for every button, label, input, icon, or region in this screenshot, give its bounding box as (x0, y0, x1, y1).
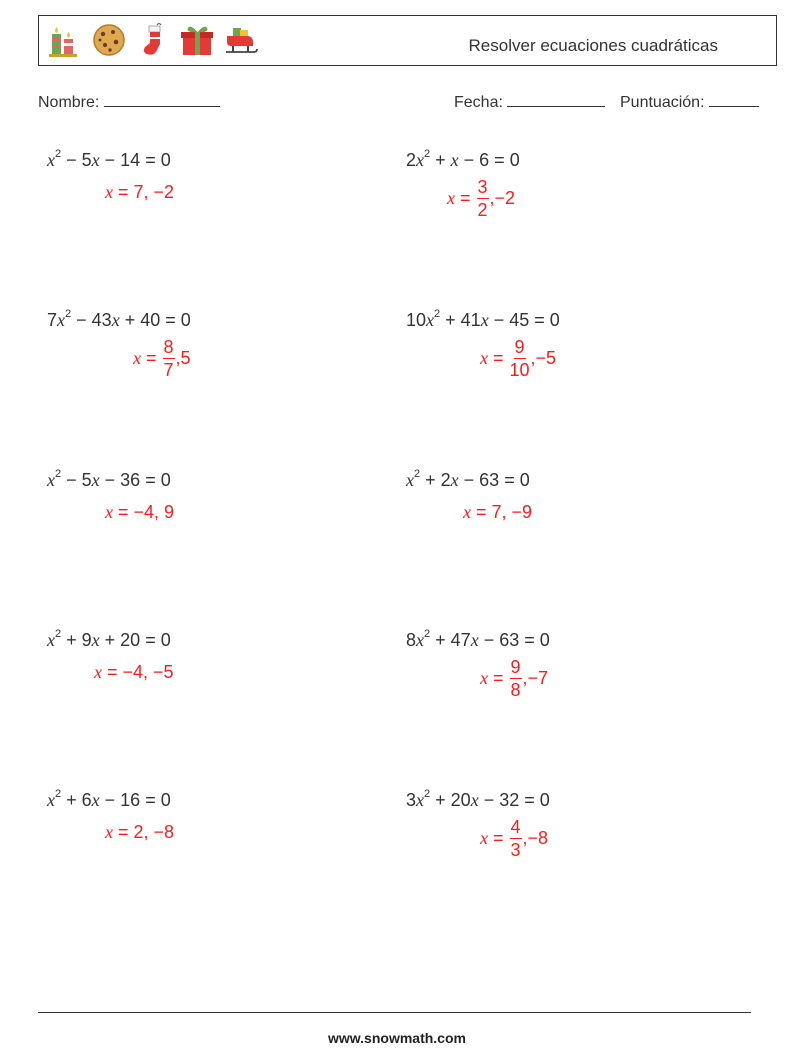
score-blank[interactable] (709, 92, 759, 107)
problem-2 (406, 150, 726, 240)
answer: x = −4, −5 (94, 662, 174, 682)
problem-9 (47, 790, 367, 880)
header-icons (47, 22, 259, 58)
name-label: Nombre: (38, 94, 100, 111)
name-blank[interactable] (104, 92, 220, 107)
answer: x = $\frac{9}{10}$ ,−5 (480, 337, 557, 380)
score-field (620, 92, 759, 112)
problem-8 (406, 630, 726, 720)
cookie-icon (91, 22, 127, 58)
equation: $2x^2 + x - 6 = 0$ (406, 148, 520, 170)
answer: x = −4, 9 (105, 502, 175, 522)
answer: x = $\frac{8}{7}$ ,5 (133, 337, 191, 380)
problem-7 (47, 630, 367, 720)
sleigh-icon (223, 22, 259, 58)
equation: $x^2 - 5x - 14 = 0$ (47, 148, 171, 170)
problem-3 (47, 310, 367, 400)
problem-5 (47, 470, 367, 560)
answer: x = $\frac{9}{8}$ ,−7 (480, 657, 549, 700)
candles-icon (47, 22, 83, 58)
stocking-icon (135, 22, 171, 58)
score-label: Puntuación: (620, 94, 705, 111)
problem-1 (47, 150, 367, 240)
equation: $3x^2 + 20x - 32 = 0$ (406, 788, 550, 810)
footer-url[interactable]: www.snowmath.com (328, 1030, 466, 1046)
equation: $7x^2 - 43x + 40 = 0$ (47, 308, 191, 330)
date-blank[interactable] (507, 92, 605, 107)
worksheet-title: Resolver ecuaciones cuadráticas (468, 36, 718, 55)
name-field (38, 92, 220, 112)
equation: $x^2 - 5x - 36 = 0$ (47, 468, 171, 490)
date-label: Fecha: (454, 94, 503, 111)
equation: $10x^2 + 41x - 45 = 0$ (406, 308, 560, 330)
worksheet-header (38, 15, 777, 66)
footer-divider (38, 1012, 751, 1013)
equation: $8x^2 + 47x - 63 = 0$ (406, 628, 550, 650)
gift-icon (179, 22, 215, 58)
answer: x = $\frac{3}{2}$ ,−2 (447, 177, 516, 220)
equation: $x^2 + 2x - 63 = 0$ (406, 468, 530, 490)
problem-4 (406, 310, 726, 400)
date-field (454, 92, 605, 112)
answer: x = 7, −9 (463, 502, 533, 522)
problem-6 (406, 470, 726, 560)
answer: x = 2, −8 (105, 822, 175, 842)
answer: x = $\frac{4}{3}$ ,−8 (480, 817, 549, 860)
problem-10 (406, 790, 726, 880)
equation: $x^2 + 6x - 16 = 0$ (47, 788, 171, 810)
answer: x = 7, −2 (105, 182, 175, 202)
equation: $x^2 + 9x + 20 = 0$ (47, 628, 171, 650)
